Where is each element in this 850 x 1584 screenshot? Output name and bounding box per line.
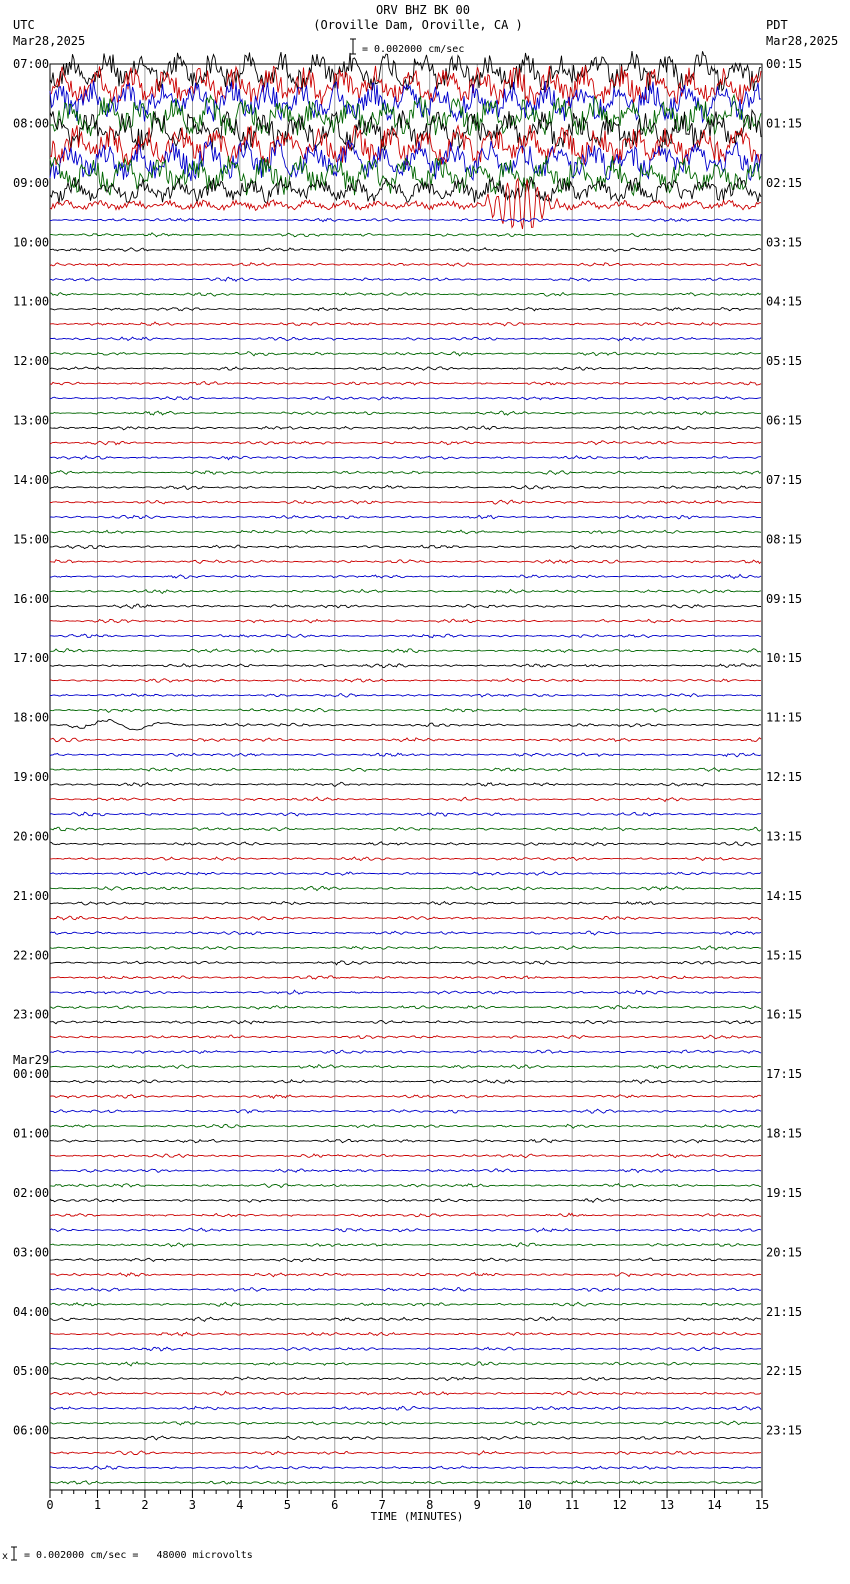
trace-row-32 — [50, 545, 761, 548]
right-hour-label: 16:15 — [766, 1007, 803, 1022]
plot-grid — [50, 64, 762, 1490]
trace-row-56 — [50, 902, 761, 905]
trace-row-54 — [50, 872, 761, 876]
trace-row-87 — [50, 1362, 761, 1366]
trace-row-62 — [50, 990, 761, 994]
trace-row-86 — [50, 1347, 761, 1351]
trace-row-59 — [50, 946, 761, 950]
trace-row-81 — [50, 1273, 761, 1277]
trace-row-40 — [50, 664, 761, 668]
right-hour-label: 03:15 — [766, 235, 803, 250]
trace-row-21 — [50, 382, 761, 386]
trace-row-70 — [50, 1109, 761, 1113]
trace-row-25 — [50, 441, 761, 445]
trace-row-44 — [50, 720, 761, 730]
trace-row-42 — [50, 694, 761, 698]
trace-row-91 — [50, 1421, 761, 1425]
x-tick-label: 0 — [46, 1498, 54, 1512]
left-hour-label: 18:00 — [13, 710, 50, 725]
trace-row-37 — [50, 619, 761, 623]
trace-row-48 — [50, 782, 761, 786]
scale-bar-icon — [350, 39, 356, 54]
right-hour-label: 21:15 — [766, 1304, 803, 1319]
trace-row-7 — [50, 156, 761, 195]
trace-row-31 — [50, 530, 761, 534]
trace-row-94 — [50, 1466, 761, 1470]
right-hour-label: 05:15 — [766, 354, 803, 369]
x-tick-label: 14 — [707, 1498, 722, 1512]
right-hour-label: 10:15 — [766, 651, 803, 666]
trace-group — [50, 51, 761, 1484]
trace-row-13 — [50, 263, 761, 267]
x-tick-label: 11 — [564, 1498, 580, 1512]
trace-row-82 — [50, 1288, 761, 1292]
left-hour-label: 11:00 — [13, 294, 50, 309]
trace-row-45 — [50, 738, 761, 742]
trace-row-18 — [50, 337, 761, 341]
time-axis — [46, 1490, 769, 1523]
trace-row-15 — [50, 293, 761, 297]
right-hour-label: 13:15 — [766, 829, 803, 844]
trace-row-84 — [50, 1317, 761, 1321]
left-hour-label: 07:00 — [13, 57, 50, 71]
left-hour-label: 08:00 — [13, 116, 50, 131]
left-hour-label: 05:00 — [13, 1364, 50, 1379]
left-hour-label: 16:00 — [13, 591, 50, 606]
trace-row-35 — [50, 589, 761, 593]
trace-row-90 — [50, 1406, 761, 1410]
left-hour-label: 04:00 — [13, 1304, 50, 1319]
left-hour-label: 19:00 — [13, 770, 50, 784]
right-hour-label: 12:15 — [766, 770, 803, 784]
left-hour-label: 15:00 — [13, 532, 50, 547]
right-hour-label: 09:15 — [766, 591, 803, 606]
trace-row-34 — [50, 574, 761, 578]
trace-row-64 — [50, 1021, 761, 1024]
left-hour-label: 03:00 — [13, 1245, 50, 1260]
calibration-label: = 0.002000 cm/sec = 48000 microvolts — [24, 1550, 253, 1561]
right-hour-label: 07:15 — [766, 472, 803, 487]
left-hour-label: 01:00 — [13, 1126, 50, 1141]
trace-row-22 — [50, 397, 761, 400]
trace-row-10 — [50, 218, 761, 221]
trace-row-68 — [50, 1080, 761, 1084]
trace-row-39 — [50, 649, 761, 653]
trace-row-49 — [50, 797, 761, 801]
right-hour-label: 02:15 — [766, 175, 803, 190]
right-hour-label: 00:15 — [766, 57, 803, 71]
left-hour-label: 21:00 — [13, 888, 50, 903]
trace-row-26 — [50, 456, 761, 460]
left-hour-label: 02:00 — [13, 1185, 50, 1200]
trace-row-95 — [50, 1481, 761, 1485]
trace-row-51 — [50, 827, 761, 831]
x-tick-label: 9 — [473, 1498, 481, 1512]
x-tick-label: 6 — [331, 1498, 339, 1512]
trace-row-71 — [50, 1124, 761, 1128]
trace-row-28 — [50, 486, 761, 490]
x-tick-label: 8 — [426, 1498, 434, 1512]
trace-row-60 — [50, 961, 761, 965]
trace-row-88 — [50, 1377, 761, 1381]
right-hour-label: 17:15 — [766, 1067, 803, 1082]
trace-row-19 — [50, 352, 761, 356]
trace-row-23 — [50, 411, 761, 415]
left-hour-label: 22:00 — [13, 948, 50, 963]
trace-row-83 — [50, 1302, 761, 1306]
left-date: Mar28,2025 — [13, 34, 86, 48]
plot-border — [50, 64, 762, 1490]
x-tick-label: 13 — [659, 1498, 675, 1512]
trace-row-79 — [50, 1243, 761, 1247]
trace-row-38 — [50, 634, 761, 638]
trace-row-27 — [50, 471, 761, 475]
trace-row-43 — [50, 708, 761, 712]
left-hour-label: 06:00 — [13, 1423, 50, 1438]
trace-row-78 — [50, 1228, 761, 1232]
x-tick-label: 3 — [188, 1498, 197, 1512]
trace-row-50 — [50, 812, 761, 816]
trace-row-20 — [50, 367, 761, 370]
trace-row-46 — [50, 753, 761, 757]
left-hour-label: 20:00 — [13, 829, 50, 844]
right-date: Mar28,2025 — [766, 34, 839, 48]
trace-row-47 — [50, 768, 761, 772]
trace-row-36 — [50, 604, 761, 608]
trace-row-29 — [50, 500, 761, 504]
right-timezone: PDT — [766, 18, 788, 32]
trace-row-77 — [50, 1213, 761, 1216]
calibration-bar-icon — [11, 1547, 17, 1560]
trace-row-8 — [50, 178, 761, 204]
right-hour-label: 22:15 — [766, 1364, 803, 1379]
x-tick-label: 10 — [517, 1498, 532, 1512]
trace-row-69 — [50, 1095, 761, 1099]
trace-row-58 — [50, 931, 761, 935]
station-title: ORV BHZ BK 00 — [376, 3, 470, 17]
trace-row-30 — [50, 515, 761, 519]
right-hour-label: 20:15 — [766, 1245, 803, 1260]
trace-row-52 — [50, 842, 761, 846]
trace-row-24 — [50, 426, 761, 430]
trace-row-93 — [50, 1451, 761, 1455]
trace-row-72 — [50, 1139, 761, 1143]
right-hour-label: 06:15 — [766, 413, 803, 428]
trace-row-92 — [50, 1436, 761, 1440]
right-hour-label: 14:15 — [766, 888, 803, 903]
trace-row-67 — [50, 1065, 761, 1069]
trace-row-16 — [50, 308, 761, 311]
x-tick-label: 12 — [612, 1498, 627, 1512]
trace-row-65 — [50, 1035, 761, 1039]
trace-row-41 — [50, 679, 761, 683]
trace-row-53 — [50, 857, 761, 861]
trace-row-57 — [50, 916, 761, 920]
left-timezone: UTC — [13, 18, 35, 32]
left-hour-label: 12:00 — [13, 354, 50, 369]
trace-row-61 — [50, 976, 761, 979]
trace-row-33 — [50, 560, 761, 564]
right-hour-label: 23:15 — [766, 1423, 803, 1438]
left-hour-label: 13:00 — [13, 413, 50, 428]
x-tick-label: 7 — [378, 1498, 386, 1512]
x-tick-label: 4 — [236, 1498, 244, 1512]
trace-row-74 — [50, 1169, 761, 1173]
trace-row-66 — [50, 1050, 761, 1054]
left-hour-label: 00:00 — [13, 1067, 50, 1082]
x-tick-label: 5 — [283, 1498, 291, 1512]
x-axis-label: TIME (MINUTES) — [370, 1510, 464, 1523]
right-hour-label: 15:15 — [766, 948, 803, 963]
left-hour-label: 14:00 — [13, 472, 50, 487]
trace-row-14 — [50, 277, 761, 281]
date-change-label: Mar29 — [13, 1053, 50, 1068]
trace-row-11 — [50, 233, 761, 237]
trace-row-76 — [50, 1198, 761, 1202]
right-hour-label: 08:15 — [766, 532, 803, 547]
trace-row-75 — [50, 1184, 761, 1188]
trace-row-89 — [50, 1391, 761, 1395]
x-tick-label: 15 — [754, 1498, 770, 1512]
trace-row-80 — [50, 1258, 761, 1262]
station-location: (Oroville Dam, Oroville, CA ) — [313, 18, 523, 32]
trace-row-17 — [50, 322, 761, 326]
right-hour-label: 01:15 — [766, 116, 803, 131]
x-tick-label: 2 — [141, 1498, 149, 1512]
left-hour-label: 17:00 — [13, 651, 50, 666]
trace-row-63 — [50, 1006, 761, 1010]
trace-row-85 — [50, 1332, 761, 1336]
left-hour-label: 23:00 — [13, 1007, 50, 1022]
right-hour-label: 04:15 — [766, 294, 803, 309]
x-tick-label: 1 — [93, 1498, 102, 1512]
trace-row-12 — [50, 248, 761, 252]
footer-marker: x — [2, 1551, 9, 1562]
left-hour-label: 09:00 — [13, 175, 50, 190]
right-hour-label: 11:15 — [766, 710, 803, 725]
right-hour-label: 18:15 — [766, 1126, 803, 1141]
trace-row-55 — [50, 886, 761, 890]
right-hour-label: 19:15 — [766, 1185, 803, 1200]
left-hour-label: 10:00 — [13, 235, 50, 250]
trace-row-73 — [50, 1154, 761, 1158]
scale-label: = 0.002000 cm/sec — [362, 44, 465, 55]
